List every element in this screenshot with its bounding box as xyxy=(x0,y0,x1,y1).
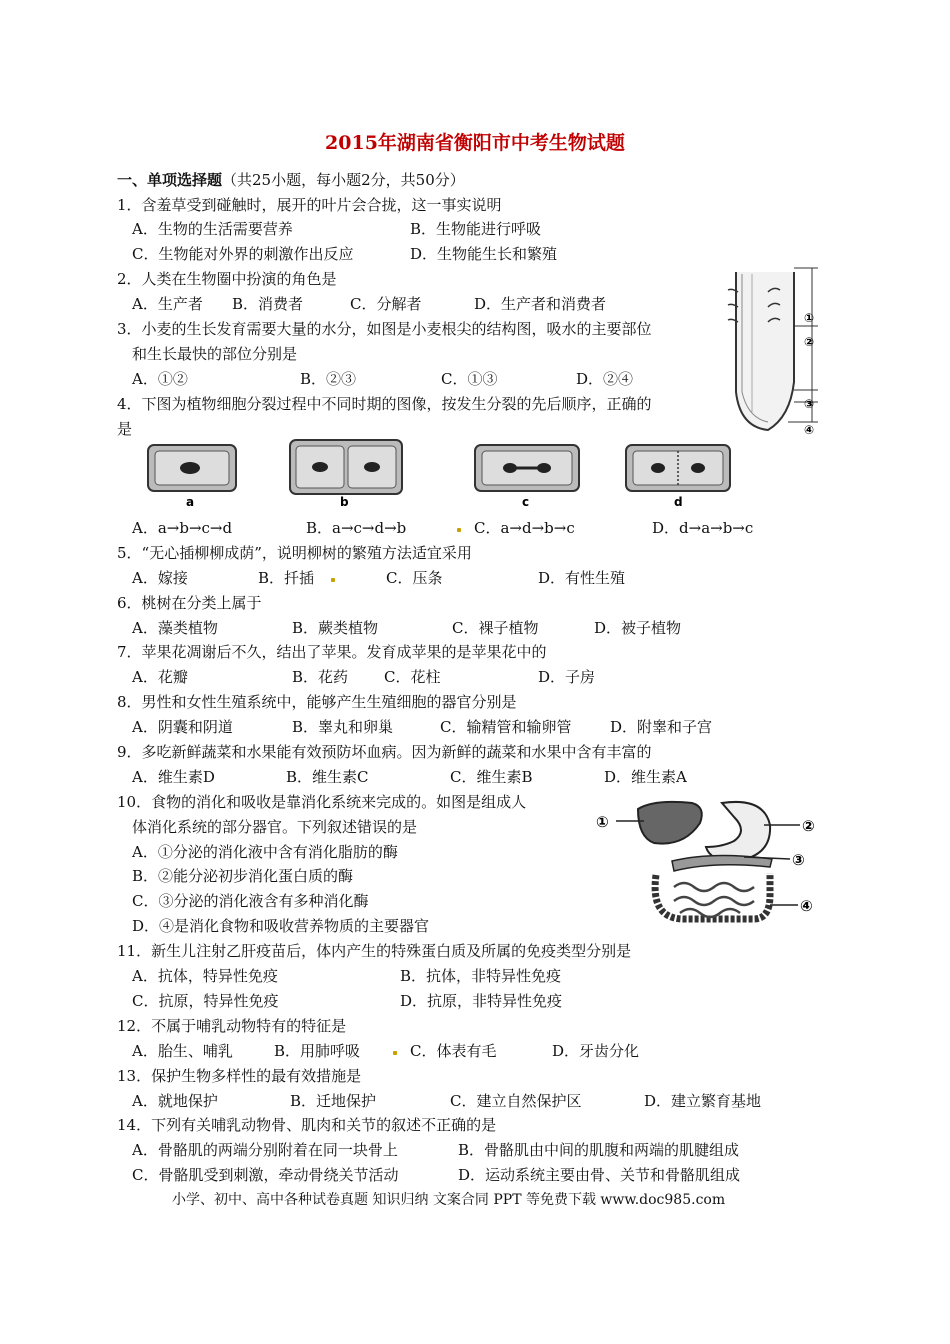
cell-c-icon xyxy=(475,445,579,491)
q2-option-a: A．生产者 xyxy=(132,295,203,313)
q8-option-c: C．输精管和输卵管 xyxy=(440,718,572,736)
q13-option-c: C．建立自然保护区 xyxy=(450,1092,582,1110)
q7-stem: 7．苹果花凋谢后不久，结出了苹果。发育成苹果的是苹果花中的 xyxy=(117,643,547,661)
root-tip-figure xyxy=(728,262,828,437)
q3-stem-line1: 3．小麦的生长发育需要大量的水分，如图是小麦根尖的结构图，吸水的主要部位 xyxy=(117,320,652,338)
q5-option-d: D．有性生殖 xyxy=(538,569,626,587)
q5-stem: 5．“无心插柳柳成荫”，说明柳树的繁殖方法适宜采用 xyxy=(117,544,472,562)
q3-option-b: B．②③ xyxy=(300,370,357,388)
q14-option-d: D．运动系统主要由骨、关节和骨骼肌组成 xyxy=(458,1166,741,1184)
cell-label-a: a xyxy=(186,495,195,509)
q3-option-d: D．②④ xyxy=(576,370,634,388)
q1-option-b: B．生物能进行呼吸 xyxy=(410,220,542,238)
root-label-3: ③ xyxy=(804,397,815,411)
stomach-icon xyxy=(706,802,770,861)
q6-stem: 6．桃树在分类上属于 xyxy=(117,594,262,612)
q2-option-c: C．分解者 xyxy=(350,295,422,313)
root-label-1: ① xyxy=(804,311,815,325)
q2-option-b: B．消费者 xyxy=(232,295,304,313)
q2-stem: 2．人类在生物圈中扮演的角色是 xyxy=(117,270,337,288)
small-intestine-icon xyxy=(674,883,754,917)
q12-option-b: B．用肺呼吸 xyxy=(274,1042,361,1060)
q6-option-b: B．蕨类植物 xyxy=(292,619,379,637)
large-intestine-icon xyxy=(655,873,770,919)
root-label-4: ④ xyxy=(804,423,815,437)
q14-option-c: C．骨骼肌受到刺激，牵动骨绕关节活动 xyxy=(132,1166,399,1184)
q13-option-b: B．迁地保护 xyxy=(290,1092,377,1110)
q2-option-d: D．生产者和消费者 xyxy=(474,295,607,313)
cell-label-c: c xyxy=(522,495,530,509)
digestive-label-3: ③ xyxy=(792,851,805,869)
q9-option-a: A．维生素D xyxy=(132,768,215,786)
q11-stem: 11．新生儿注射乙肝疫苗后，体内产生的特殊蛋白质及所属的免疫类型分别是 xyxy=(117,942,632,960)
q4-stem-line1: 4．下图为植物细胞分裂过程中不同时期的图像，按发生分裂的先后顺序，正确的 xyxy=(117,395,652,413)
q11-option-b: B．抗体，非特异性免疫 xyxy=(400,967,562,985)
q11-option-a: A．抗体，特异性免疫 xyxy=(132,967,278,985)
q1-option-c: C．生物能对外界的刺激作出反应 xyxy=(132,245,354,263)
q1-option-d: D．生物能生长和繁殖 xyxy=(410,245,558,263)
cell-a-icon xyxy=(148,445,236,491)
q4-option-b: B．a→c→d→b xyxy=(306,519,407,537)
q6-option-a: A．藻类植物 xyxy=(132,619,218,637)
q12-option-d: D．牙齿分化 xyxy=(552,1042,640,1060)
q12-option-a: A．胎生、哺乳 xyxy=(132,1042,233,1060)
q8-option-d: D．附睾和子宫 xyxy=(610,718,713,736)
q4-option-d: D．d→a→b→c xyxy=(652,519,754,537)
q8-stem: 8．男性和女性生殖系统中，能够产生生殖细胞的器官分别是 xyxy=(117,693,517,711)
q4-stem-line2: 是 xyxy=(117,420,133,438)
q11-option-d: D．抗原，非特异性免疫 xyxy=(400,992,563,1010)
q3-stem-line2: 和生长最快的部位分别是 xyxy=(132,345,298,363)
q7-option-d: D．子房 xyxy=(538,668,596,686)
cell-division-figure xyxy=(140,440,770,512)
cell-label-d: d xyxy=(674,495,683,509)
q12-option-c: C．体表有毛 xyxy=(410,1042,497,1060)
q10-stem-line2: 体消化系统的部分器官。下列叙述错误的是 xyxy=(132,818,418,836)
q10-option-d: D．④是消化食物和吸收营养物质的主要器官 xyxy=(132,917,430,935)
q4-option-a: A．a→b→c→d xyxy=(132,519,233,537)
q10-stem-line1: 10．食物的消化和吸收是靠消化系统来完成的。如图是组成人 xyxy=(117,793,527,811)
stray-dot-mark xyxy=(393,1051,397,1055)
page-title: 2015年湖南省衡阳市中考生物试题 xyxy=(325,132,625,154)
section-note: （共25小题，每小题2分，共50分） xyxy=(222,171,465,189)
q9-option-c: C．维生素B xyxy=(450,768,533,786)
q7-option-b: B．花药 xyxy=(292,668,349,686)
cell-label-b: b xyxy=(340,495,349,509)
q8-option-a: A．阴囊和阴道 xyxy=(132,718,233,736)
q14-option-a: A．骨骼肌的两端分别附着在同一块骨上 xyxy=(132,1141,398,1159)
cell-d-icon xyxy=(626,445,730,491)
section-heading xyxy=(117,170,465,190)
q9-option-b: B．维生素C xyxy=(286,768,369,786)
q13-option-d: D．建立繁育基地 xyxy=(644,1092,762,1110)
q7-option-c: C．花柱 xyxy=(384,668,441,686)
stray-dot-mark xyxy=(457,528,461,532)
q5-option-c: C．压条 xyxy=(386,569,443,587)
q10-option-c: C．③分泌的消化液含有多种消化酶 xyxy=(132,892,369,910)
q10-option-a: A．①分泌的消化液中含有消化脂肪的酶 xyxy=(132,843,398,861)
q13-stem: 13．保护生物多样性的最有效措施是 xyxy=(117,1067,362,1085)
q7-option-a: A．花瓣 xyxy=(132,668,188,686)
cell-b-icon xyxy=(290,440,402,494)
section-heading-text: 一、单项选择题 xyxy=(117,171,223,189)
q3-option-c: C．①③ xyxy=(441,370,498,388)
q11-option-c: C．抗原，特异性免疫 xyxy=(132,992,279,1010)
digestive-system-figure xyxy=(594,795,834,925)
digestive-label-4: ④ xyxy=(800,897,813,915)
q14-option-b: B．骨骼肌由中间的肌腹和两端的肌腱组成 xyxy=(458,1141,740,1159)
q8-option-b: B．睾丸和卵巢 xyxy=(292,718,394,736)
q14-stem: 14．下列有关哺乳动物骨、肌肉和关节的叙述不正确的是 xyxy=(117,1116,497,1134)
root-label-2: ② xyxy=(804,335,815,349)
q5-option-b: B．扦插 xyxy=(258,569,315,587)
digestive-label-1: ① xyxy=(596,813,609,831)
q13-option-a: A．就地保护 xyxy=(132,1092,218,1110)
q9-option-d: D．维生素A xyxy=(604,768,687,786)
q10-option-b: B．②能分泌初步消化蛋白质的酶 xyxy=(132,867,354,885)
digestive-label-2: ② xyxy=(802,817,815,835)
q5-option-a: A．嫁接 xyxy=(132,569,188,587)
q1-option-a: A．生物的生活需要营养 xyxy=(132,220,293,238)
q1-stem: 1．含羞草受到碰触时，展开的叶片会合拢，这一事实说明 xyxy=(117,196,502,214)
q6-option-c: C．裸子植物 xyxy=(452,619,539,637)
q9-stem: 9．多吃新鲜蔬菜和水果能有效预防坏血病。因为新鲜的蔬菜和水果中含有丰富的 xyxy=(117,743,652,761)
q3-option-a: A．①② xyxy=(132,370,188,388)
q6-option-d: D．被子植物 xyxy=(594,619,682,637)
liver-icon xyxy=(638,802,702,844)
q12-stem: 12．不属于哺乳动物特有的特征是 xyxy=(117,1017,347,1035)
page-footer: 小学、初中、高中各种试卷真题 知识归纳 文案合同 PPT 等免费下载 www.doc985.com xyxy=(172,1192,726,1208)
stray-dot-mark xyxy=(331,578,335,582)
q4-option-c: C．a→d→b→c xyxy=(474,519,575,537)
